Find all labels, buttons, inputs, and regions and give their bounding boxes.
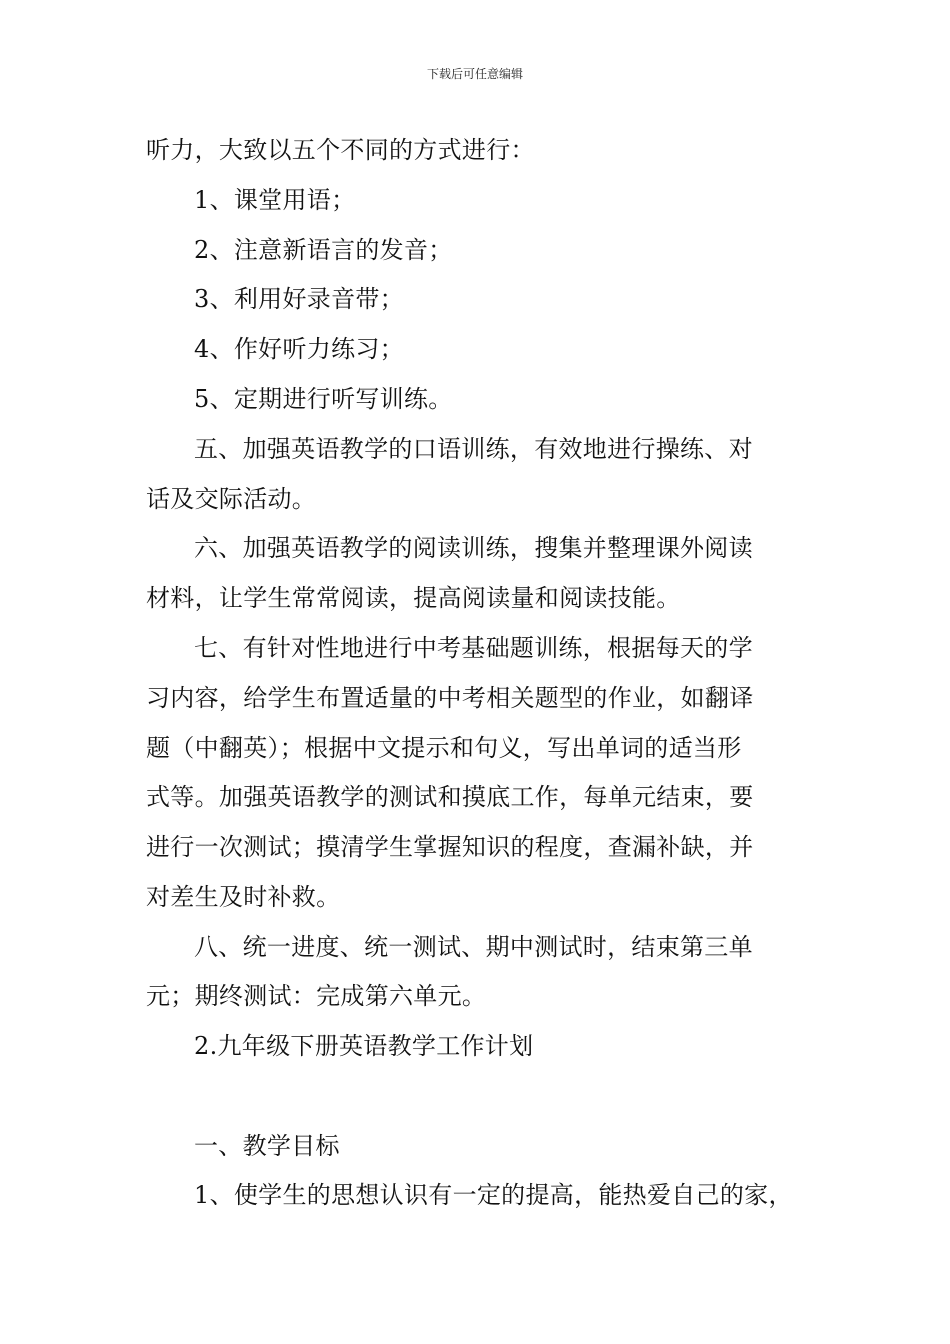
paragraph-line: 1、使学生的思想认识有一定的提高，能热爱自己的家， xyxy=(194,1181,793,1209)
paragraph-line: 材料，让学生常常阅读，提高阅读量和阅读技能。 xyxy=(146,584,681,612)
paragraph-line: 题（中翻英）；根据中文提示和句义，写出单词的适当形 xyxy=(146,734,742,762)
list-item: 4、作好听力练习； xyxy=(194,335,404,363)
list-item: 1、课堂用语； xyxy=(194,186,356,214)
paragraph-line: 五、加强英语教学的口语训练，有效地进行操练、对 xyxy=(194,435,753,463)
section-title: 2.九年级下册英语教学工作计划 xyxy=(194,1032,534,1060)
text-line: 听力，大致以五个不同的方式进行： xyxy=(146,136,535,164)
list-item: 5、定期进行听写训练。 xyxy=(194,385,453,413)
paragraph-line: 八、统一进度、统一测试、期中测试时，结束第三单 xyxy=(194,933,753,961)
list-item: 2、注意新语言的发音； xyxy=(194,236,453,264)
paragraph-line: 六、加强英语教学的阅读训练，搜集并整理课外阅读 xyxy=(194,534,753,562)
paragraph-line: 式等。加强英语教学的测试和摸底工作，每单元结束，要 xyxy=(146,783,754,811)
page-header-note: 下载后可任意编辑 xyxy=(426,67,523,81)
paragraph-line: 七、有针对性地进行中考基础题训练，根据每天的学 xyxy=(194,634,753,662)
paragraph-line: 元；期终测试：完成第六单元。 xyxy=(146,982,487,1010)
paragraph-line: 对差生及时补救。 xyxy=(146,883,341,911)
section-heading: 一、教学目标 xyxy=(194,1132,340,1160)
paragraph-line: 习内容，给学生布置适量的中考相关题型的作业，如翻译 xyxy=(146,684,754,712)
list-item: 3、利用好录音带； xyxy=(194,285,404,313)
paragraph-line: 话及交际活动。 xyxy=(146,485,317,513)
paragraph-line: 进行一次测试；摸清学生掌握知识的程度，查漏补缺，并 xyxy=(146,833,754,861)
